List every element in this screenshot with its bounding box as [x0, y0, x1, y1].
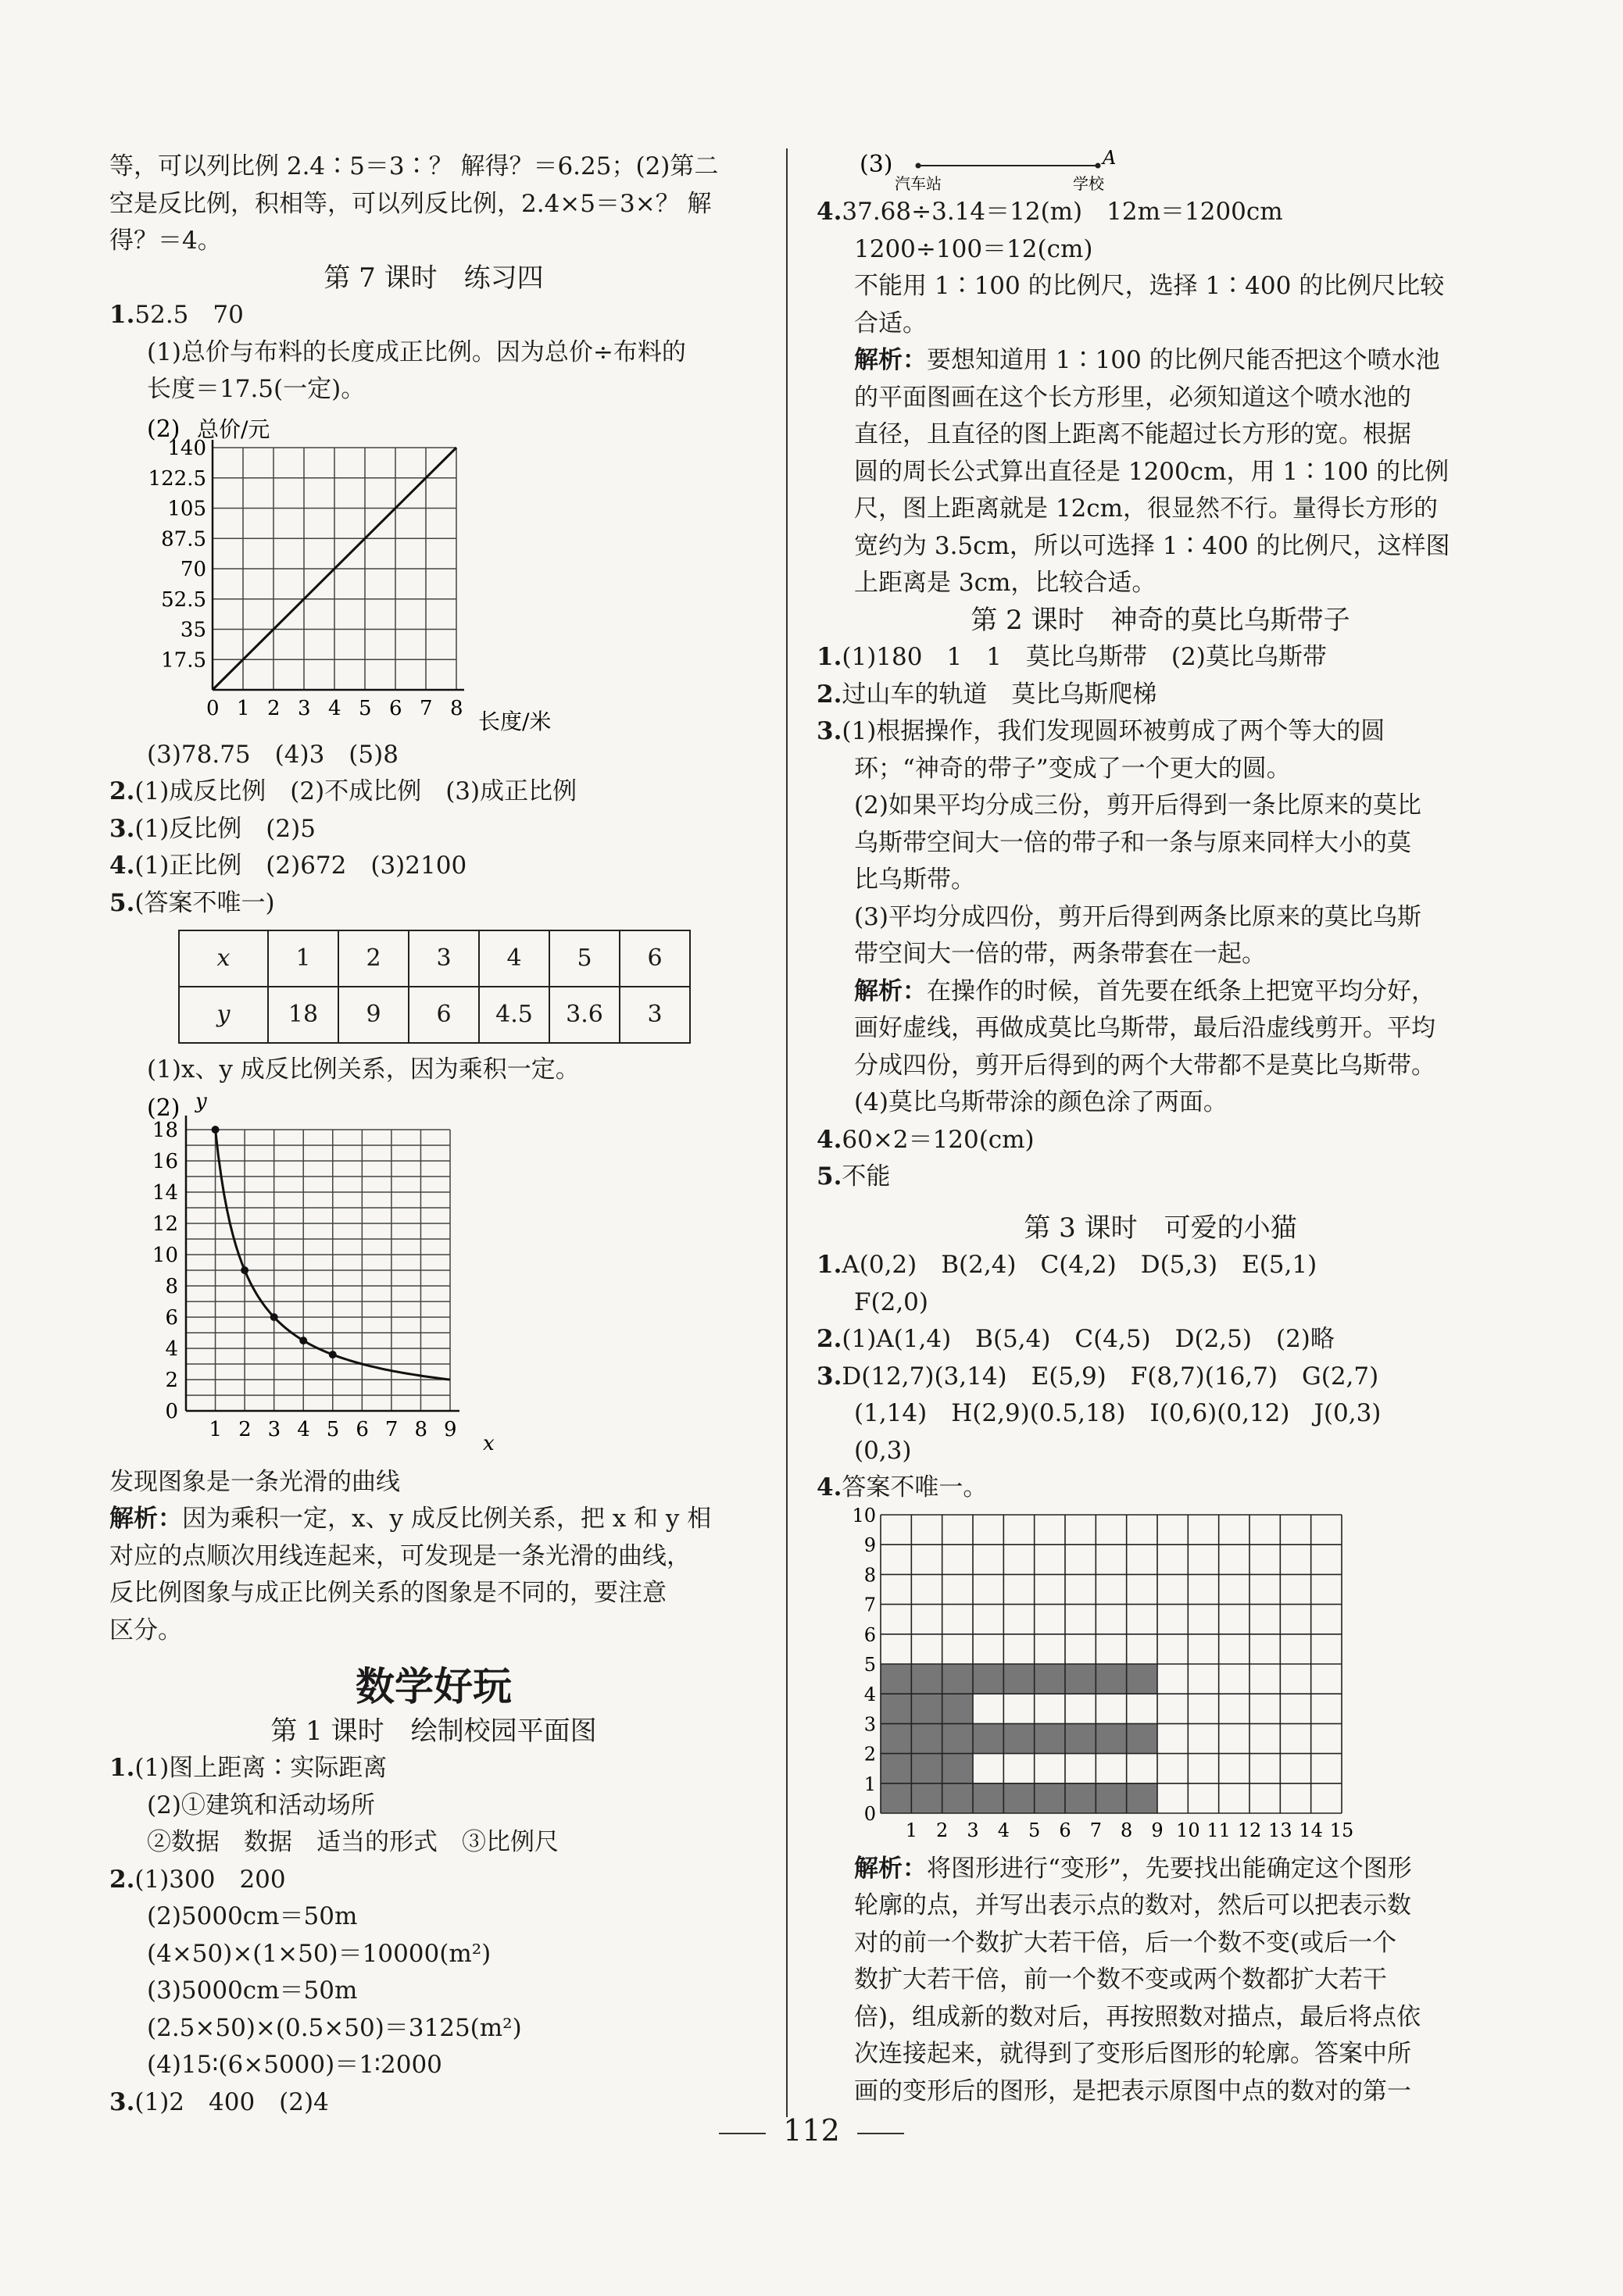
route-label: (3) [860, 151, 893, 178]
answer-line: (1)总价与布料的长度成正比例。因为总价÷布料的 [147, 337, 686, 366]
answer-line: 乌斯带空间大一倍的带子和一条与原来同样大小的莫 [854, 828, 1411, 857]
y-tick-label: 8 [165, 1274, 178, 1298]
shaded-cell [1035, 1664, 1065, 1694]
shaded-cell [1065, 1723, 1096, 1753]
x-tick-label: 8 [450, 696, 463, 720]
y-tick-label: 10 [152, 1243, 178, 1267]
table-cell: 4.5 [479, 987, 549, 1043]
shaded-cell [1127, 1783, 1157, 1812]
grid-figure [817, 1507, 1504, 1851]
route-school: 学校 [1073, 174, 1104, 193]
intro-line: 等，可以列比例 2.4∶5＝3∶？ 解得？＝6.25；(2)第二 [109, 152, 719, 180]
y-tick-label: 18 [152, 1118, 178, 1142]
y-tick-label: 12 [152, 1212, 178, 1236]
shaded-cell [942, 1694, 973, 1723]
shaded-cell [973, 1664, 1003, 1694]
shaded-cell [973, 1723, 1003, 1753]
answer-1: 1.(1)180 1 1 莫比乌斯带 (2)莫比乌斯带 [817, 643, 1327, 671]
y-tick-label: 4 [165, 1337, 178, 1361]
y-tick-label: 4 [863, 1683, 876, 1705]
analysis-line: 圆的周长公式算出直径是 1200cm，用 1∶100 的比例 [854, 457, 1450, 486]
answer-4: 4.60×2＝120(cm) [817, 1125, 1035, 1154]
x-tick-label: 6 [389, 696, 402, 720]
analysis-line: 画的变形后的图形，是把表示原图中点的数对的第一 [854, 2076, 1411, 2105]
answer-5: 5.(答案不唯一) [109, 888, 275, 917]
x-tick-label: 2 [936, 1819, 949, 1841]
shaded-cell [1035, 1723, 1065, 1753]
chapter-heading: 数学好玩 [356, 1663, 512, 1709]
analysis-line: 解析：因为乘积一定，x、y 成反比例关系，把 x 和 y 相 [109, 1505, 712, 1533]
data-point [299, 1337, 307, 1344]
y-tick-label: 10 [852, 1506, 876, 1527]
answer-line: (3)78.75 (4)3 (5)8 [147, 740, 399, 769]
y-tick-label: 9 [863, 1534, 876, 1556]
chart-price-length [109, 409, 758, 737]
table-cell: x [179, 930, 268, 987]
answer-line: 1.(1)图上距离∶实际距离 [109, 1754, 388, 1782]
answer-line: (2.5×50)×(0.5×50)＝3125(m²) [147, 2013, 522, 2042]
x-tick-label: 2 [238, 1417, 252, 1441]
answer-line: (2)①建筑和活动场所 [147, 1791, 375, 1819]
grid-chart [817, 1507, 1504, 1851]
x-tick-label: 5 [326, 1417, 340, 1441]
analysis-line: (4)莫比乌斯带涂的颜色涂了两面。 [854, 1088, 1228, 1116]
answer-line: (3)5000cm＝50m [147, 1976, 358, 2005]
table-cell: 9 [338, 987, 409, 1043]
x-tick-label: 1 [209, 1417, 223, 1441]
answer-line: 合适。 [854, 309, 927, 337]
y-tick-label: 35 [180, 618, 206, 641]
line-chart-inverse [109, 1089, 656, 1464]
shaded-cell [911, 1753, 942, 1783]
chart2-ylabel: y [195, 1089, 207, 1113]
route-station: 汽车站 [895, 174, 942, 193]
x-tick-label: 7 [384, 1417, 399, 1441]
shaded-cell [942, 1783, 973, 1812]
table-cell: 1 [268, 930, 338, 987]
shaded-cell [911, 1723, 942, 1753]
y-tick-label: 7 [863, 1594, 876, 1616]
table-row [179, 987, 690, 1043]
analysis-line: 轮廓的点，并写出表示点的数对，然后可以把表示数 [854, 1891, 1411, 1919]
y-tick-label: 0 [863, 1802, 876, 1825]
x-tick-label: 7 [420, 696, 433, 720]
shaded-cell [911, 1783, 942, 1812]
analysis-line: 直径，且直径的图上距离不能超过长方形的宽。根据 [854, 420, 1411, 448]
x-tick-label: 8 [1121, 1819, 1133, 1841]
x-tick-label: 8 [414, 1417, 427, 1441]
table-cell: 6 [409, 987, 479, 1043]
answer-line: ②数据 数据 适当的形式 ③比例尺 [147, 1828, 559, 1856]
table-row [179, 930, 690, 987]
analysis-line: 画好虚线，再做成莫比乌斯带，最后沿虚线剪开。平均 [854, 1014, 1435, 1042]
answer-line: (2)如果平均分成三份，剪开后得到一条比原来的莫比 [854, 791, 1421, 819]
chart1-xlabel: 长度/米 [478, 708, 552, 734]
chart-label-2: (2) [147, 1094, 181, 1122]
shaded-cell [881, 1723, 911, 1753]
shaded-cell [881, 1694, 911, 1723]
answer-line: F(2,0) [854, 1287, 928, 1316]
answer-2: 2.(1)成反比例 (2)不成比例 (3)成正比例 [109, 777, 577, 805]
y-tick-label: 105 [167, 497, 206, 520]
xy-table [178, 930, 691, 1044]
x-tick-label: 7 [1089, 1819, 1102, 1841]
analysis-line: 解析：将图形进行“变形”，先要找出能确定这个图形 [854, 1854, 1412, 1883]
answer-line: 1.A(0,2) B(2,4) C(4,2) D(5,3) E(5,1) [817, 1251, 1317, 1279]
answer-4: 4.答案不唯一。 [817, 1473, 988, 1502]
answer-line: 1200÷100＝12(cm) [854, 234, 1093, 263]
shaded-cell [942, 1723, 973, 1753]
x-tick-label: 5 [359, 696, 372, 720]
shaded-cell [1096, 1723, 1126, 1753]
section-title-practice4: 第 7 课时 练习四 [324, 262, 544, 294]
x-tick-label: 11 [1207, 1819, 1231, 1841]
y-tick-label: 140 [167, 436, 206, 460]
shaded-cell [1127, 1664, 1157, 1694]
x-tick-label: 4 [328, 696, 341, 720]
answer-4: 4.(1)正比例 (2)672 (3)2100 [109, 852, 467, 880]
answer-line: 环；“神奇的带子”变成了一个更大的圆。 [854, 754, 1291, 783]
table-cell: 3 [620, 987, 690, 1043]
answer-line: (1,14) H(2,9)(0.5,18) I(0,6)(0,12) J(0,3) [854, 1399, 1382, 1427]
x-tick-label: 4 [297, 1417, 310, 1441]
answer-line: 长度＝17.5(一定)。 [147, 375, 366, 403]
y-tick-label: 52.5 [161, 587, 206, 612]
chart2-xlabel: x [483, 1431, 495, 1455]
route-diagram [817, 148, 1504, 194]
answer-line: (1)x、y 成反比例关系，因为乘积一定。 [147, 1055, 580, 1084]
answer-line: 2.(1)300 200 [109, 1865, 286, 1894]
table-cell: y [179, 987, 268, 1043]
y-tick-label: 6 [165, 1305, 178, 1330]
shaded-cell [1003, 1664, 1034, 1694]
shaded-cell [942, 1753, 973, 1783]
analysis-line: 尺，图上距离就是 12cm，很显然不行。量得长方形的 [854, 495, 1439, 523]
intro-line: 得？＝4。 [109, 227, 222, 255]
answer-line: 3.(1)2 400 (2)4 [109, 2087, 329, 2116]
analysis-line: 倍)，组成新的数对后，再按照数对描点，最后将点依 [854, 2002, 1421, 2031]
table-cell: 3.6 [549, 987, 620, 1043]
column-divider [786, 148, 788, 2117]
shaded-cell [911, 1694, 942, 1723]
answer-line: 4.37.68÷3.14＝12(m) 12m＝1200cm [817, 198, 1283, 226]
route-line [817, 148, 1504, 194]
data-point [270, 1313, 278, 1321]
data-point [241, 1266, 248, 1274]
analysis-line: 对应的点顺次用线连起来，可发现是一条光滑的曲线， [109, 1541, 691, 1570]
shaded-cell [881, 1753, 911, 1783]
table-cell: 5 [549, 930, 620, 987]
x-tick-label: 1 [237, 696, 250, 720]
data-point [212, 1126, 220, 1134]
x-tick-label: 1 [905, 1819, 917, 1841]
observation: 发现图象是一条光滑的曲线 [109, 1467, 400, 1496]
table-cell: 2 [338, 930, 409, 987]
shaded-cell [1003, 1783, 1034, 1812]
answer-line: (0,3) [854, 1436, 912, 1465]
analysis-line: 次连接起来，就得到了变形后图形的轮廓。答案中所 [854, 2040, 1411, 2068]
shaded-cell [1096, 1664, 1126, 1694]
y-tick-label: 2 [165, 1368, 178, 1392]
section-title-kitten: 第 3 课时 可爱的小猫 [1024, 1212, 1297, 1244]
shaded-cell [881, 1783, 911, 1812]
analysis-line: 数扩大若干倍，前一个数不变或两个数都扩大若干 [854, 1966, 1387, 1994]
y-tick-label: 17.5 [161, 648, 206, 672]
analysis-line: 分成四份，剪开后得到的两个大带都不是莫比乌斯带。 [854, 1051, 1435, 1080]
x-tick-label: 3 [967, 1819, 979, 1841]
table-cell: 18 [268, 987, 338, 1043]
analysis-line: 区分。 [109, 1616, 182, 1644]
analysis-line: 反比例图象与成正比例关系的图象是不同的，要注意 [109, 1579, 667, 1607]
y-tick-label: 3 [863, 1712, 876, 1735]
answer-2: 2.过山车的轨道 莫比乌斯爬梯 [817, 680, 1157, 709]
x-tick-label: 6 [1059, 1819, 1071, 1841]
answer-line: (4)15∶(6×5000)＝1∶2000 [147, 2051, 442, 2079]
table-cell: 6 [620, 930, 690, 987]
analysis-line: 上距离是 3cm，比较合适。 [854, 569, 1156, 597]
y-tick-label: 16 [152, 1149, 178, 1173]
right-column [817, 148, 1504, 2110]
shaded-cell [1065, 1664, 1096, 1694]
x-tick-label: 12 [1237, 1819, 1262, 1841]
x-tick-label: 3 [298, 696, 311, 720]
table-cell: 3 [409, 930, 479, 987]
section-title-campus-map: 第 1 课时 绘制校园平面图 [270, 1715, 597, 1747]
shaded-cell [973, 1783, 1003, 1812]
x-tick-label: 13 [1268, 1819, 1292, 1841]
x-tick-label: 9 [444, 1417, 457, 1441]
x-tick-label: 0 [206, 696, 220, 720]
x-tick-label: 3 [267, 1417, 281, 1441]
answer-line: 不能用 1∶100 的比例尺，选择 1∶400 的比例尺比较 [854, 272, 1445, 300]
analysis-line: 对的前一个数扩大若干倍，后一个数不变(或后一个 [854, 1928, 1397, 1957]
x-tick-label: 2 [267, 696, 281, 720]
answer-5: 5.不能 [817, 1162, 891, 1191]
x-tick-label: 14 [1299, 1819, 1323, 1841]
route-point [916, 163, 921, 169]
y-tick-label: 5 [863, 1653, 876, 1676]
shaded-cell [1127, 1723, 1157, 1753]
answer-3: 3.(1)反比例 (2)5 [109, 814, 316, 843]
footer-dash [719, 2133, 766, 2134]
y-tick-label: 6 [863, 1623, 876, 1646]
x-tick-label: 15 [1329, 1819, 1354, 1841]
chart-label-2: (2) [147, 415, 181, 443]
route-point-label: A [1103, 148, 1117, 169]
x-tick-label: 4 [997, 1819, 1010, 1841]
y-tick-label: 8 [863, 1563, 876, 1586]
page-footer [0, 2113, 1623, 2148]
answer-line: (2)5000cm＝50m [147, 1902, 358, 1930]
shaded-cell [1096, 1783, 1126, 1812]
answer-line: 带空间大一倍的带，两条带套在一起。 [854, 940, 1266, 968]
shaded-cell [911, 1664, 942, 1694]
x-tick-label: 6 [356, 1417, 369, 1441]
x-tick-label: 9 [1151, 1819, 1164, 1841]
footer-dash [857, 2133, 904, 2134]
y-tick-label: 87.5 [161, 527, 206, 551]
y-tick-label: 14 [152, 1180, 178, 1205]
y-tick-label: 70 [180, 557, 206, 581]
y-tick-label: 1 [863, 1773, 876, 1795]
route-point [1096, 163, 1101, 169]
answer-line: 3.(1)根据操作，我们发现圆环被剪成了两个等大的圆 [817, 717, 1385, 745]
left-column [109, 148, 758, 2121]
y-tick-label: 2 [863, 1743, 876, 1766]
answer-line: (4×50)×(1×50)＝10000(m²) [147, 1939, 492, 1968]
section-title-mobius: 第 2 课时 神奇的莫比乌斯带子 [971, 604, 1350, 636]
answer-line: (3)平均分成四份，剪开后得到两条比原来的莫比乌斯 [854, 902, 1421, 931]
answer-line: 3.D(12,7)(3,14) E(5,9) F(8,7)(16,7) G(2,7) [817, 1362, 1379, 1391]
intro-line: 空是反比例，积相等，可以列反比例，2.4×5＝3×？ 解 [109, 189, 712, 218]
page-number: 112 [783, 2113, 840, 2148]
table-cell: 4 [479, 930, 549, 987]
chart-inverse [109, 1089, 758, 1464]
y-tick-label: 122.5 [148, 466, 206, 491]
analysis-line: 解析：要想知道用 1∶100 的比例尺能否把这个喷水池 [854, 346, 1440, 374]
y-tick-label: 0 [165, 1399, 178, 1423]
shaded-cell [881, 1664, 911, 1694]
line-chart-price [109, 409, 656, 737]
shaded-cell [1003, 1723, 1034, 1753]
answer-1: 1.52.5 70 [109, 301, 244, 329]
answer-2: 2.(1)A(1,4) B(5,4) C(4,5) D(2,5) (2)略 [817, 1325, 1335, 1353]
shaded-cell [1035, 1783, 1065, 1812]
answer-line: 比乌斯带。 [854, 866, 975, 894]
chart1-ylabel: 总价/元 [197, 416, 270, 442]
data-point [329, 1351, 337, 1359]
shaded-cell [942, 1664, 973, 1694]
analysis-line: 解析：在操作的时候，首先要在纸条上把宽平均分好， [854, 977, 1435, 1005]
analysis-line: 宽约为 3.5cm，所以可选择 1∶400 的比例尺，这样图 [854, 531, 1450, 560]
x-tick-label: 5 [1028, 1819, 1041, 1841]
x-tick-label: 10 [1176, 1819, 1200, 1841]
shaded-cell [1065, 1783, 1096, 1812]
analysis-line: 的平面图画在这个长方形里，必须知道这个喷水池的 [854, 383, 1411, 412]
